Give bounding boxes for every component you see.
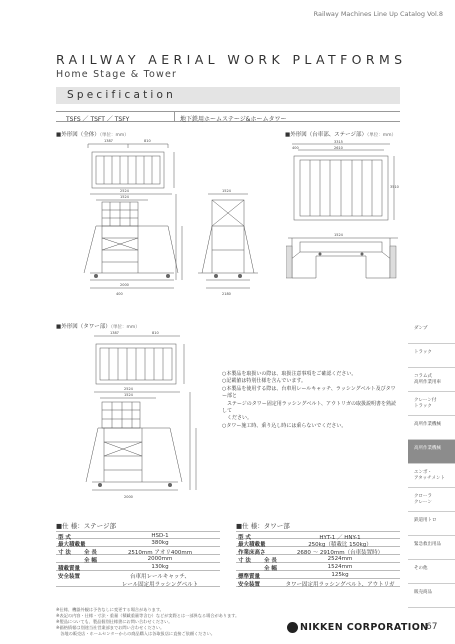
- table-row: [236, 563, 400, 571]
- brand-name: NIKKEN CORPORATION: [300, 622, 429, 633]
- figure-label-text: ■外形図（全体）: [56, 132, 100, 138]
- spec-subkey: 全 長: [264, 557, 277, 564]
- note-line: ○本製品を使用する際は、台車用レールキャッチ、ラッシングベルト及びタワー部と: [222, 385, 396, 400]
- table-row: [236, 579, 400, 587]
- note-line: ください。: [222, 415, 253, 422]
- figure-label-stage: [285, 130, 396, 138]
- dim-label: 1387: [110, 331, 119, 335]
- dim-label: 1524: [334, 233, 343, 237]
- dim-label: 1524: [124, 393, 133, 397]
- spec-key: 寸 法: [58, 549, 71, 556]
- tower-drawing: [80, 330, 220, 510]
- dim-label: 2524: [120, 189, 129, 193]
- spec-value: 125kg: [331, 571, 349, 578]
- dim-label: 2610: [334, 146, 343, 150]
- spec-key: 安全装置: [58, 573, 81, 580]
- spec-stage-table: [56, 531, 220, 589]
- figure-label-tower: [56, 322, 140, 330]
- table-row: [56, 555, 220, 563]
- dim-label: 3315: [334, 140, 343, 144]
- page-subtitle: Home Stage & Tower: [56, 69, 178, 80]
- table-row: [236, 531, 400, 539]
- dim-label: 810: [144, 139, 151, 143]
- spec-value: 2510mm アオリ400mm: [127, 549, 193, 556]
- sidebar-item-aerial-machine-active[interactable]: [408, 440, 455, 464]
- spec-key: 最大積載量: [58, 541, 86, 548]
- sidebar-item-label: 鉄道用トロ: [414, 518, 437, 523]
- sidebar-item-label: クローラ クレーン: [414, 494, 432, 505]
- spec-subkey: 全 長: [84, 549, 97, 556]
- specification-heading: Specification: [67, 89, 177, 101]
- figure-label-text: ■外形図（台車部、ステージ部）: [285, 132, 367, 138]
- figure-label-overall: [56, 130, 129, 138]
- spec-subkey: 全 幅: [84, 557, 97, 564]
- dim-label: 2000: [120, 283, 129, 287]
- sidebar-item-label: その他: [414, 566, 428, 571]
- spec-value: 380kg: [151, 539, 169, 546]
- spec-value: 2524mm: [327, 555, 353, 562]
- spec-value: 130kg: [151, 563, 169, 570]
- spec-value: 2680 ～ 2910mm（台車装置時）: [296, 549, 384, 556]
- footnotes: [56, 607, 266, 637]
- sidebar-item-yumbo[interactable]: [408, 464, 455, 488]
- page-title: RAILWAY AERIAL WORK PLATFORMS: [56, 52, 407, 67]
- sidebar-item-label: 高所作業機械: [414, 422, 441, 427]
- sidebar-item-label: コラム式 高所作業用車: [414, 374, 441, 385]
- dim-label: 2180: [222, 292, 231, 296]
- table-row: [236, 555, 400, 563]
- spec-key: 積載質量: [58, 565, 81, 572]
- spec-key: 標準質量: [238, 573, 261, 580]
- footnote-line: ※価格情報は別途当社営業部までお問い合わせください。: [56, 625, 165, 630]
- sidebar-item-label: トラック: [414, 350, 432, 355]
- unit-label: （単位：mm）: [110, 325, 140, 330]
- model-names: TSFS ／ TSFT ／ TSFY: [66, 116, 130, 123]
- spec-key: 型 式: [238, 534, 251, 541]
- catalog-title: Railway Machines Line Up Catalog Vol.8: [313, 10, 443, 18]
- spec-subkey: 全 幅: [264, 565, 277, 572]
- dim-label: 400: [116, 292, 123, 296]
- table-row: [56, 571, 220, 579]
- usage-notes: [222, 371, 400, 430]
- spec-key: 最大積載量: [238, 541, 266, 548]
- footnote-line: ※製品についても、製品個別仕様書にお問い合わせください。: [56, 619, 173, 624]
- spec-value: HYT-1 ／ HNY-1: [319, 534, 361, 541]
- page-number: 67: [426, 622, 438, 632]
- spec-value: HSD-1: [151, 532, 169, 539]
- table-row: [236, 571, 400, 579]
- footnote-line: ※仕様、機器外観は予告なしに変更する場合があります。: [56, 607, 164, 612]
- table-row: [236, 547, 400, 555]
- sidebar-item-crawler-crane[interactable]: [408, 488, 455, 512]
- sidebar-item-sales[interactable]: [408, 584, 455, 608]
- spec-value: 2000mm: [147, 555, 173, 562]
- note-line: ステージのタワー固定用ラッシングベルト、アウトリガの取扱説明書を熟読して: [222, 400, 396, 415]
- figure-label-text: ■外形図（タワー部）: [56, 324, 111, 330]
- spec-key: 型 式: [58, 534, 71, 541]
- model-divider: [174, 112, 175, 122]
- sidebar-item-label: 高所作業機械: [414, 446, 441, 451]
- dim-label: 1524: [222, 189, 231, 193]
- table-row: [56, 563, 220, 571]
- brand-logo-icon: [287, 622, 298, 633]
- stage-drawing: [286, 138, 400, 298]
- note-line: ○記載値は特別仕様を含んでいます。: [222, 378, 306, 385]
- sidebar-item-label: クレーン付 トラック: [414, 398, 437, 409]
- spec-value: 250kg（積載比 150kg）: [308, 541, 372, 548]
- note-line: ○本製品を取扱いの際は、取扱注意事項をご確認ください。: [222, 371, 357, 377]
- dim-label: 400: [292, 146, 299, 150]
- spec-key: 作業床高さ: [238, 549, 266, 556]
- overall-drawing: [76, 138, 276, 306]
- table-row: [56, 539, 220, 547]
- sidebar-item-label: 緊急救出用品: [414, 542, 441, 547]
- sidebar-item-dump[interactable]: [408, 320, 455, 344]
- sidebar-item-label: ユンボ・ アタッチメント: [414, 470, 446, 481]
- dim-label: 2524: [124, 387, 133, 391]
- spec-stage-heading: ■仕 様：ステージ部: [56, 522, 116, 530]
- unit-label: （単位：mm）: [366, 133, 397, 138]
- sidebar-item-label: ダンプ: [414, 326, 428, 331]
- table-row: [56, 531, 220, 539]
- spec-tower-heading: ■仕 様：タワー部: [236, 522, 290, 530]
- spec-value: 台車用レールキャッチ、: [129, 573, 190, 580]
- sidebar-item-aerial-machine[interactable]: [408, 416, 455, 440]
- sidebar-item-column-aerial[interactable]: [408, 368, 455, 392]
- dim-label: 1387: [104, 139, 113, 143]
- dim-label: 3510: [390, 185, 399, 189]
- sidebar-item-truck[interactable]: [408, 344, 455, 368]
- note-line: ○タワー施工時、乗り込し時には乗らないでください。: [222, 422, 347, 429]
- table-row: [236, 539, 400, 547]
- table-row: [56, 547, 220, 555]
- spec-value: タワー固定用ラッシングベルト、アウトリガ: [285, 581, 395, 588]
- model-description: 地下鉄用ホームステージ&ホームタワー: [180, 116, 287, 123]
- sidebar-item-label: 販売商品: [414, 590, 432, 595]
- spec-key: 寸 法: [238, 557, 251, 564]
- spec-value: 1524mm: [327, 563, 353, 570]
- table-row: [56, 579, 220, 587]
- spec-tower-table: [236, 531, 400, 589]
- dim-label: 2000: [124, 495, 133, 499]
- footnote-line: 各地の販売店・ホームセンターからの商品購入は各取扱店に直接ご依頼ください。: [56, 631, 215, 636]
- model-bar: [56, 111, 400, 122]
- sidebar-item-crane-truck[interactable]: [408, 392, 455, 416]
- dim-label: 810: [152, 331, 159, 335]
- footnote-line: ※表記の内容・仕様・寸法・重量（積載重量等含む）などが実際とは一部異なる場合があります。: [56, 613, 240, 618]
- dim-label: 1524: [120, 195, 129, 199]
- spec-value: レール固定用ラッシングベルト: [121, 581, 199, 588]
- spec-key: 安全装置: [238, 581, 261, 588]
- unit-label: （単位：mm）: [99, 133, 129, 138]
